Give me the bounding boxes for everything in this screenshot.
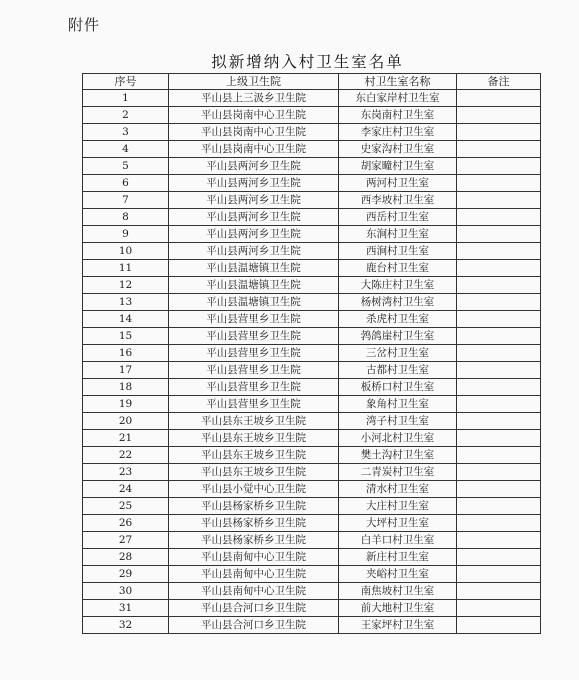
row-parent-health-center: 平山县小觉中心卫生院	[169, 481, 339, 498]
row-remarks	[457, 413, 541, 430]
row-clinic-name: 西岳村卫生室	[339, 209, 457, 226]
row-remarks	[457, 498, 541, 515]
row-clinic-name: 鹁鸽崖村卫生室	[339, 328, 457, 345]
row-serial-number: 10	[83, 243, 169, 260]
header-clinic-name: 村卫生室名称	[339, 74, 457, 90]
row-serial-number: 28	[83, 549, 169, 566]
row-serial-number: 29	[83, 566, 169, 583]
table-row	[83, 498, 541, 515]
row-remarks	[457, 379, 541, 396]
row-parent-health-center: 平山县两河乡卫生院	[169, 158, 339, 175]
row-clinic-name: 杨树湾村卫生室	[339, 294, 457, 311]
row-serial-number: 8	[83, 209, 169, 226]
row-remarks	[457, 158, 541, 175]
table-row	[83, 379, 541, 396]
row-parent-health-center: 平山县两河乡卫生院	[169, 226, 339, 243]
row-serial-number: 1	[83, 90, 169, 107]
table-row	[83, 345, 541, 362]
row-parent-health-center: 平山县两河乡卫生院	[169, 243, 339, 260]
row-remarks	[457, 566, 541, 583]
row-remarks	[457, 311, 541, 328]
row-clinic-name: 鹿台村卫生室	[339, 260, 457, 277]
table-row	[83, 107, 541, 124]
table-row	[83, 532, 541, 549]
row-serial-number: 11	[83, 260, 169, 277]
row-serial-number: 21	[83, 430, 169, 447]
row-remarks	[457, 124, 541, 141]
table-row	[83, 600, 541, 617]
row-parent-health-center: 平山县营里乡卫生院	[169, 362, 339, 379]
row-serial-number: 20	[83, 413, 169, 430]
row-remarks	[457, 447, 541, 464]
row-remarks	[457, 515, 541, 532]
row-serial-number: 16	[83, 345, 169, 362]
table-row	[83, 175, 541, 192]
row-serial-number: 24	[83, 481, 169, 498]
row-remarks	[457, 430, 541, 447]
row-serial-number: 17	[83, 362, 169, 379]
row-clinic-name: 西涧村卫生室	[339, 243, 457, 260]
row-remarks	[457, 345, 541, 362]
row-clinic-name: 大陈庄村卫生室	[339, 277, 457, 294]
row-remarks	[457, 532, 541, 549]
attachment-label: 附件	[68, 16, 101, 34]
table-row	[83, 464, 541, 481]
row-remarks	[457, 549, 541, 566]
row-serial-number: 18	[83, 379, 169, 396]
row-serial-number: 3	[83, 124, 169, 141]
row-parent-health-center: 平山县南甸中心卫生院	[169, 583, 339, 600]
table-row	[83, 481, 541, 498]
row-clinic-name: 李家庄村卫生室	[339, 124, 457, 141]
table-row	[83, 158, 541, 175]
row-clinic-name: 西李坡村卫生室	[339, 192, 457, 209]
row-remarks	[457, 90, 541, 107]
row-serial-number: 2	[83, 107, 169, 124]
row-remarks	[457, 328, 541, 345]
table-row	[83, 413, 541, 430]
row-clinic-name: 东涧村卫生室	[339, 226, 457, 243]
row-serial-number: 9	[83, 226, 169, 243]
row-clinic-name: 王家坪村卫生室	[339, 617, 457, 634]
row-clinic-name: 大坪村卫生室	[339, 515, 457, 532]
row-serial-number: 13	[83, 294, 169, 311]
row-remarks	[457, 277, 541, 294]
row-remarks	[457, 175, 541, 192]
table-row	[83, 362, 541, 379]
row-clinic-name: 板桥口村卫生室	[339, 379, 457, 396]
header-remarks: 备注	[457, 74, 541, 90]
table-row	[83, 277, 541, 294]
row-clinic-name: 清水村卫生室	[339, 481, 457, 498]
row-parent-health-center: 平山县营里乡卫生院	[169, 345, 339, 362]
table-row	[83, 311, 541, 328]
table-header-row	[83, 74, 541, 90]
row-parent-health-center: 平山县上三汲乡卫生院	[169, 90, 339, 107]
table-row	[83, 396, 541, 413]
row-remarks	[457, 396, 541, 413]
row-remarks	[457, 243, 541, 260]
table-row	[83, 549, 541, 566]
table-row	[83, 515, 541, 532]
row-remarks	[457, 481, 541, 498]
row-serial-number: 22	[83, 447, 169, 464]
row-serial-number: 7	[83, 192, 169, 209]
row-serial-number: 6	[83, 175, 169, 192]
row-remarks	[457, 617, 541, 634]
row-remarks	[457, 226, 541, 243]
row-parent-health-center: 平山县营里乡卫生院	[169, 396, 339, 413]
row-serial-number: 32	[83, 617, 169, 634]
row-clinic-name: 樊土沟村卫生室	[339, 447, 457, 464]
table-row	[83, 566, 541, 583]
table-row	[83, 294, 541, 311]
row-clinic-name: 东白家岸村卫生室	[339, 90, 457, 107]
row-parent-health-center: 平山县杨家桥乡卫生院	[169, 532, 339, 549]
row-clinic-name: 两河村卫生室	[339, 175, 457, 192]
row-remarks	[457, 192, 541, 209]
table-row	[83, 192, 541, 209]
row-parent-health-center: 平山县两河乡卫生院	[169, 209, 339, 226]
row-clinic-name: 史家沟村卫生室	[339, 141, 457, 158]
row-clinic-name: 东岗南村卫生室	[339, 107, 457, 124]
row-parent-health-center: 平山县两河乡卫生院	[169, 175, 339, 192]
table-row	[83, 90, 541, 107]
row-serial-number: 30	[83, 583, 169, 600]
row-clinic-name: 白羊口村卫生室	[339, 532, 457, 549]
row-clinic-name: 二青炭村卫生室	[339, 464, 457, 481]
row-clinic-name: 杀虎村卫生室	[339, 311, 457, 328]
clinic-list-table	[82, 73, 541, 634]
row-clinic-name: 胡家疃村卫生室	[339, 158, 457, 175]
row-serial-number: 25	[83, 498, 169, 515]
table-row	[83, 430, 541, 447]
row-parent-health-center: 平山县营里乡卫生院	[169, 311, 339, 328]
row-parent-health-center: 平山县营里乡卫生院	[169, 328, 339, 345]
row-parent-health-center: 平山县合河口乡卫生院	[169, 617, 339, 634]
row-serial-number: 15	[83, 328, 169, 345]
row-parent-health-center: 平山县南甸中心卫生院	[169, 566, 339, 583]
row-serial-number: 4	[83, 141, 169, 158]
table-row	[83, 583, 541, 600]
row-parent-health-center: 平山县东王坡乡卫生院	[169, 447, 339, 464]
row-parent-health-center: 平山县两河乡卫生院	[169, 192, 339, 209]
row-clinic-name: 前大地村卫生室	[339, 600, 457, 617]
row-remarks	[457, 600, 541, 617]
table-row	[83, 124, 541, 141]
row-clinic-name: 南焦坡村卫生室	[339, 583, 457, 600]
row-parent-health-center: 平山县温塘镇卫生院	[169, 277, 339, 294]
row-remarks	[457, 107, 541, 124]
table-row	[83, 226, 541, 243]
row-serial-number: 19	[83, 396, 169, 413]
row-parent-health-center: 平山县东王坡乡卫生院	[169, 464, 339, 481]
row-parent-health-center: 平山县东王坡乡卫生院	[169, 413, 339, 430]
row-serial-number: 26	[83, 515, 169, 532]
table-row	[83, 209, 541, 226]
row-clinic-name: 象角村卫生室	[339, 396, 457, 413]
row-serial-number: 14	[83, 311, 169, 328]
row-clinic-name: 夹峪村卫生室	[339, 566, 457, 583]
row-parent-health-center: 平山县杨家桥乡卫生院	[169, 498, 339, 515]
table-row	[83, 617, 541, 634]
table-row	[83, 328, 541, 345]
row-clinic-name: 古都村卫生室	[339, 362, 457, 379]
header-parent-health-center: 上级卫生院	[169, 74, 339, 90]
row-parent-health-center: 平山县东王坡乡卫生院	[169, 430, 339, 447]
row-parent-health-center: 平山县岗南中心卫生院	[169, 141, 339, 158]
row-remarks	[457, 362, 541, 379]
table-row	[83, 243, 541, 260]
row-parent-health-center: 平山县合河口乡卫生院	[169, 600, 339, 617]
row-remarks	[457, 260, 541, 277]
row-remarks	[457, 141, 541, 158]
row-parent-health-center: 平山县南甸中心卫生院	[169, 549, 339, 566]
row-remarks	[457, 209, 541, 226]
row-clinic-name: 三岔村卫生室	[339, 345, 457, 362]
row-parent-health-center: 平山县温塘镇卫生院	[169, 260, 339, 277]
header-serial-number: 序号	[83, 74, 169, 90]
row-clinic-name: 小河北村卫生室	[339, 430, 457, 447]
row-serial-number: 12	[83, 277, 169, 294]
row-clinic-name: 大庄村卫生室	[339, 498, 457, 515]
row-remarks	[457, 294, 541, 311]
row-serial-number: 23	[83, 464, 169, 481]
row-parent-health-center: 平山县岗南中心卫生院	[169, 124, 339, 141]
row-parent-health-center: 平山县杨家桥乡卫生院	[169, 515, 339, 532]
row-serial-number: 31	[83, 600, 169, 617]
row-parent-health-center: 平山县温塘镇卫生院	[169, 294, 339, 311]
row-clinic-name: 新庄村卫生室	[339, 549, 457, 566]
table-row	[83, 141, 541, 158]
table-row	[83, 447, 541, 464]
row-serial-number: 27	[83, 532, 169, 549]
document-title: 拟新增纳入村卫生室名单	[211, 53, 404, 71]
row-remarks	[457, 464, 541, 481]
row-clinic-name: 湾子村卫生室	[339, 413, 457, 430]
row-serial-number: 5	[83, 158, 169, 175]
row-parent-health-center: 平山县岗南中心卫生院	[169, 107, 339, 124]
row-parent-health-center: 平山县营里乡卫生院	[169, 379, 339, 396]
row-remarks	[457, 583, 541, 600]
table-row	[83, 260, 541, 277]
